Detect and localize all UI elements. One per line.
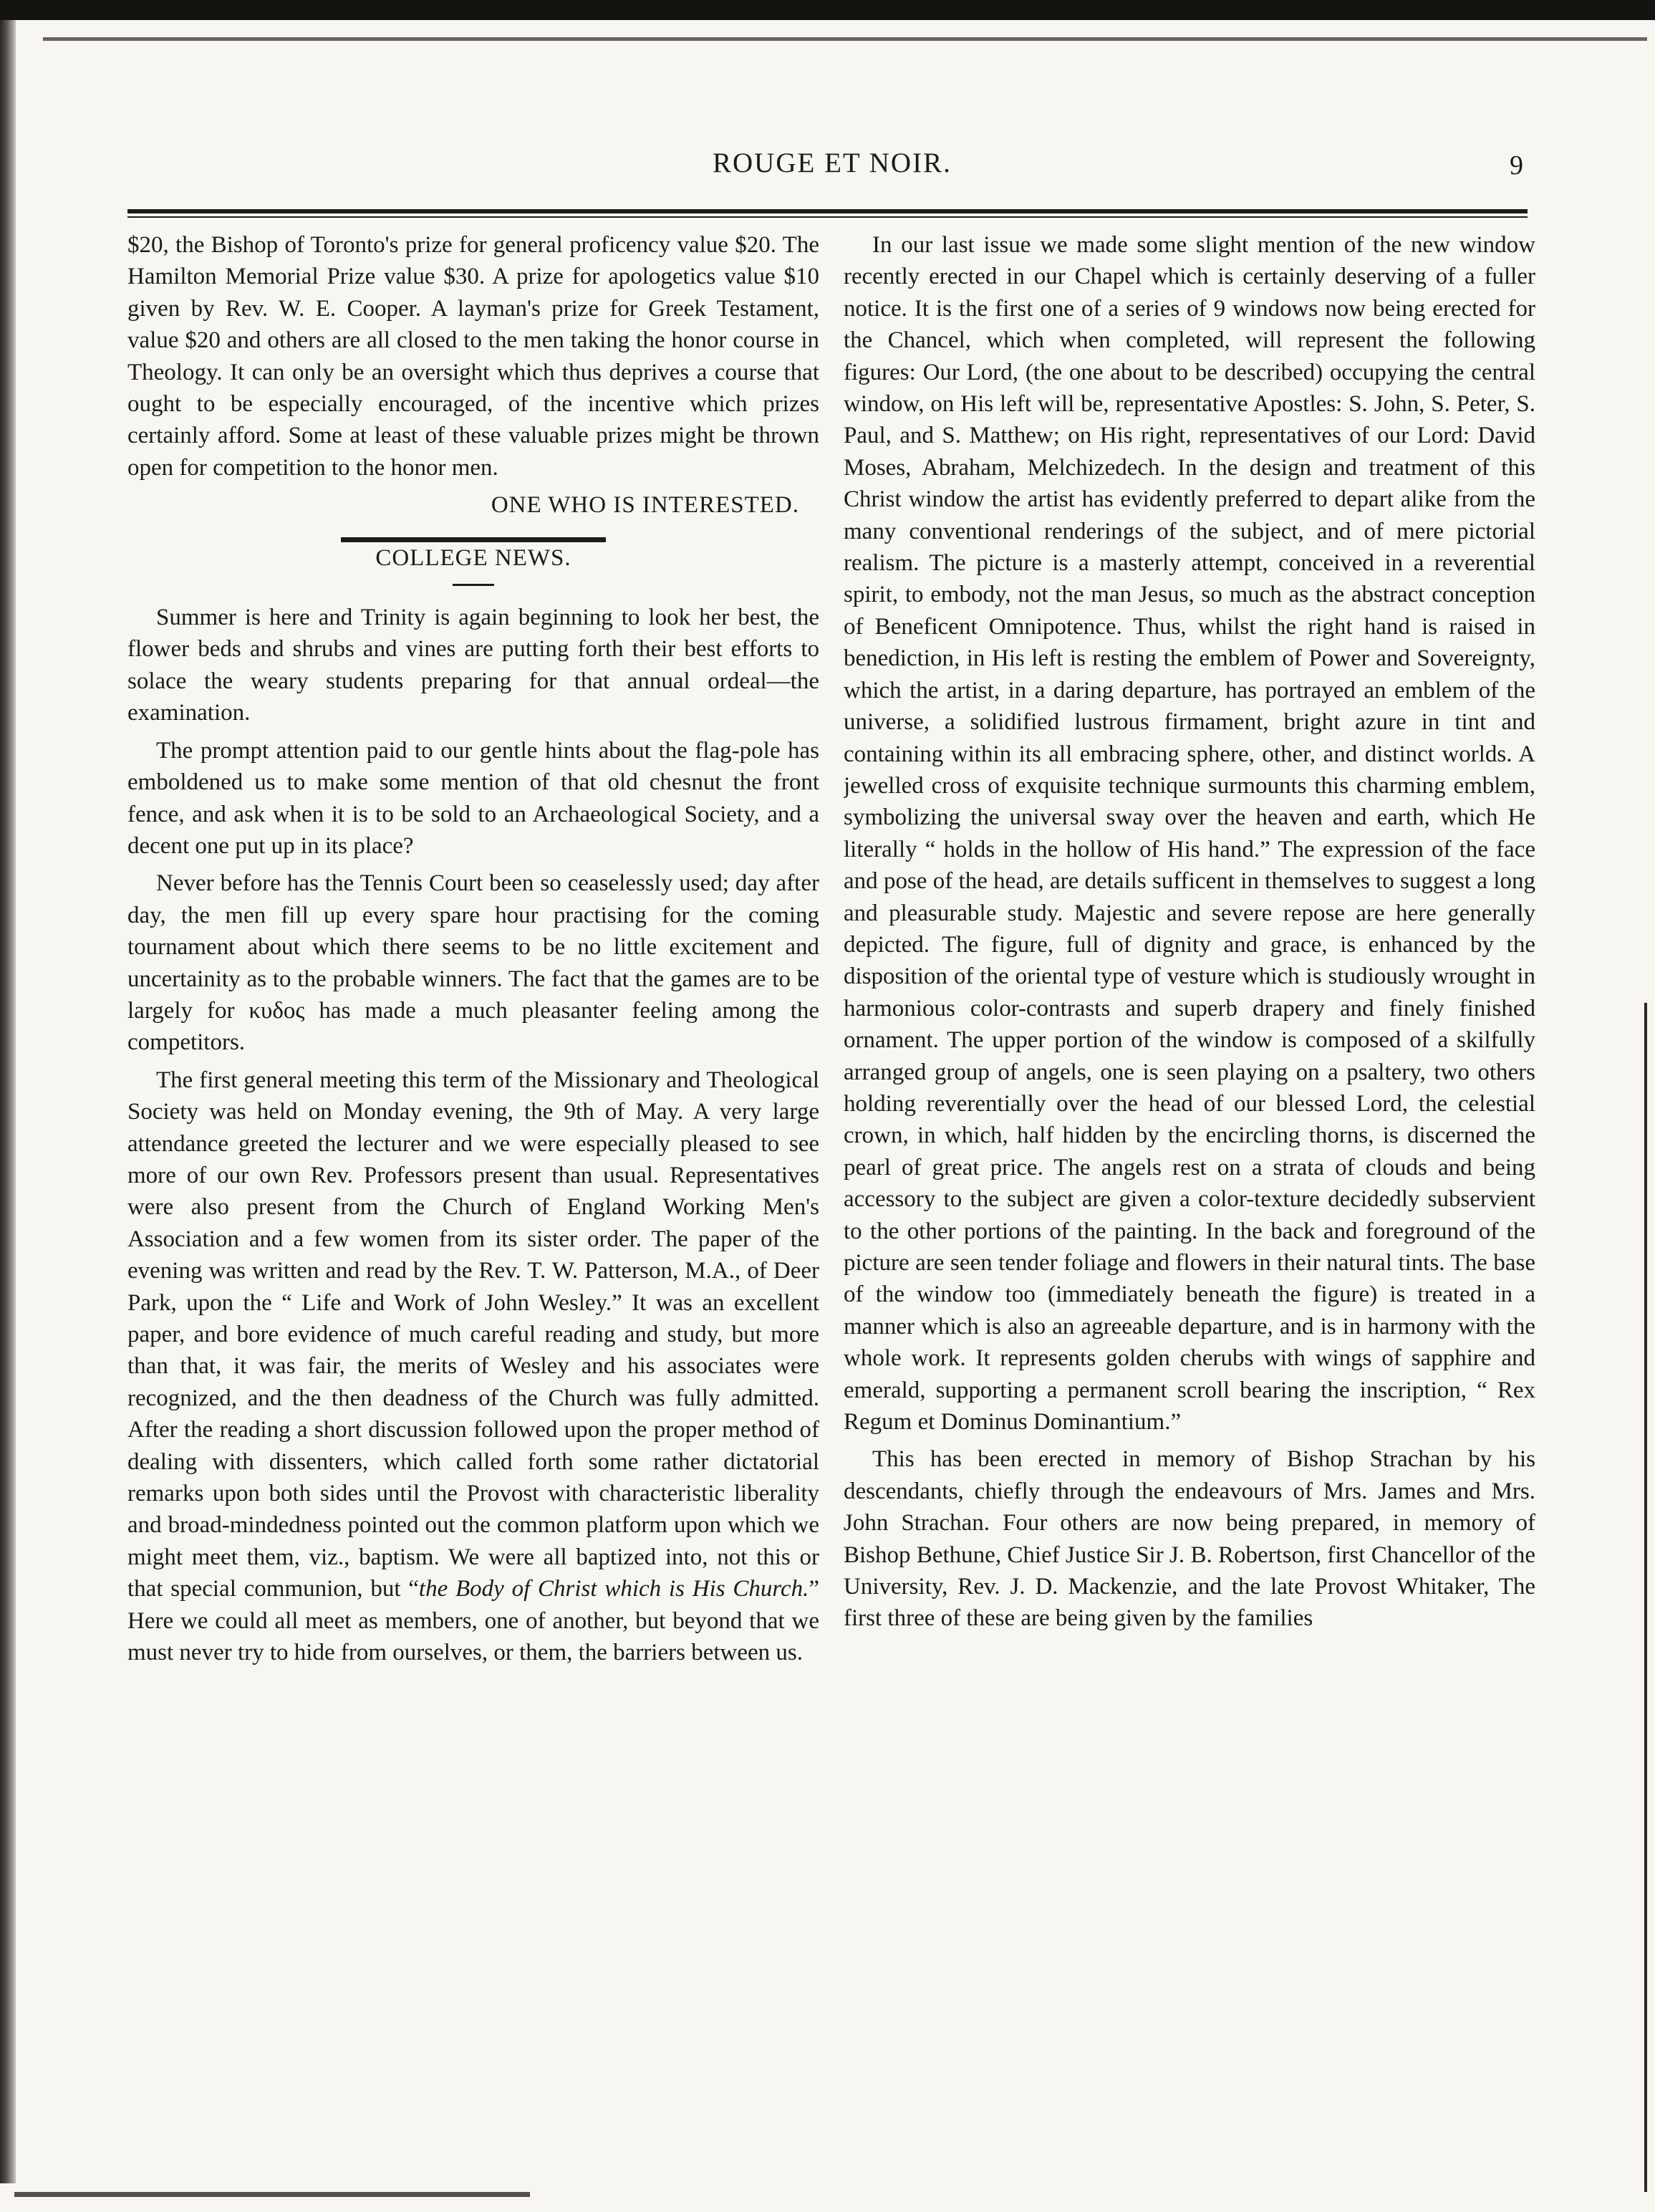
flag-pole-paragraph: The prompt attention paid to our gentle hints about the flag-pole has emboldened us to make some mention of that old chesnut the front fence, and ask when it is to be sold to an Archaeological Society, and a decent one put up in its place?: [127, 737, 819, 859]
running-title: ROUGE ET NOIR.: [713, 148, 952, 178]
heading-rule: [453, 584, 494, 586]
prize-paragraph: $20, the Bishop of Toronto's prize for general proficency value $20. The Hamilton Memorial Prize value $30. A prize for apologetics value $10 given by Rev. W. E. Cooper. A layman's prize for Greek Testament, value $20 and others are all closed to the men taking the honor course in Theology. It can only be an oversight which thus deprives a course that ought to be especially encouraged, of the incentive which prizes certainly afford. Some at least of these valuable prizes might be thrown open for competition to the honor men.: [127, 232, 819, 481]
letter-signature: ONE WHO IS INTERESTED.: [491, 492, 799, 519]
meeting-text-italic: the Body of Christ which is His Church.: [418, 1576, 809, 1602]
tennis-paragraph: Never before has the Tennis Court been so ceaselessly used; day after day, the men fill up every spare hour practising for the coming tournament about which there seems to be no little excitement and uncertainity as to the probable winners. The fact that the games are to be largely for κυδος has made a much pleasanter feeling among the competitors.: [127, 870, 819, 1056]
meeting-text-b: ” Here we could all meet as members, one of another, but beyond that we must never try to hide from ourselves, or them, the barriers between us.: [127, 1576, 819, 1666]
window-paragraph: In our last issue we made some slight mention of the new window recently erected in our Chapel which is certainly deserving of a fuller notice. It is the first one of a series of 9 windows now being erected for the Chancel, which when completed, will represent the following figures: Our Lord, (the one about to be described) occupying the central window, on His left will be, representative Apostles: S. John, S. Peter, S. Paul, and S. Matthew; on His right, representatives of our Lord: David Moses, Abraham, Melchizedech. In the design and treatment of this Christ window the artist has evidently preferred to depart alike from the many conventional renderings of the subject, and of mere pictorial realism. The picture is a masterly attempt, conceived in a reverential spirit, to embody, not the man Jesus, so much as the abstract conception of Beneficent Omnipotence. Thus, whilst the right hand is raised in benediction, in His left is resting the emblem of Power and Sovereignty, which the artist, in a daring departure, has portrayed an emblem of the universe, a solidified lustrous firmament, bright azure in tint and containing within its all embracing sphere, other, and distinct worlds. A jewelled cross of exquisite technique surmounts this charming emblem, symbolizing the universal sway over the heaven and earth, which He literally “ holds in the hollow of His hand.” The expression of the face and pose of the head, are details sufficent in themselves to suggest a long and pleasurable study. Majestic and severe repose are here generally depicted. The figure, full of dignity and grace, is enhanced by the disposition of the oriental type of vesture which is studiously wrought in harmonious color-contrasts and superb drapery and finely finished ornament. The upper portion of the window is composed of a skilfully arranged group of angels, one is seen playing on a psaltery, two others holding reverentially over the head of our blessed Lord, the celestial crown, in which, half hidden by the encircling thorns, is discerned the pearl of great price. The angels rest on a strata of clouds and being accessory to the subject are given a color-texture decidedly subservient to the other portions of the painting. In the back and foreground of the picture are seen tender foliage and flowers in their natural tints. The base of the window too (immediately beneath the figure) is treated in a manner which is also an agreeable departure, and is in harmony with the whole work. It represents golden cherubs with wings of sapphire and emerald, supporting a permanent scroll bearing the inscription, “ Rex Regum et Dominus Dominantium.”: [844, 232, 1535, 1436]
page-number: 9: [1510, 150, 1523, 181]
scan-rule-top: [43, 37, 1647, 41]
scan-border-top: [0, 0, 1655, 20]
meeting-paragraph: [127, 1064, 819, 1669]
scan-border-right: [1644, 1003, 1647, 2192]
summer-paragraph: Summer is here and Trinity is again beginning to look her best, the flower beds and shrubs and vines are putting forth their best efforts to solace the weary students preparing for that annual ordeal—the examination.: [127, 605, 819, 726]
scan-border-bottom: [14, 2192, 530, 2197]
meeting-text-a: The first general meeting this term of the Missionary and Theological Society was held on Monday evening, the 9th of May. A very large attendance greeted the lecturer and we were especially pleased to see more of our own Rev. Professors present than usual. Representatives were also present from the Church of England Working Men's Association and a few women from its sister order. The paper of the evening was written and read by the Rev. T. W. Patterson, M.A., of Deer Park, upon the “ Life and Work of John Wesley.” It was an excellent paper, and bore evidence of much careful reading and study, but more than that, it was fair, the merits of Wesley and his associates were recognized, and the then deadness of the Church was fully admitted. After the reading a short discussion followed upon the proper method of dealing with dissenters, which called forth some rather dictatorial remarks upon both sides until the Provost with characteristic liberality and broad-mindedness pointed out the common platform upon which we might meet them, viz., baptism. We were all baptized into, not this or that special communion, but “: [127, 1067, 819, 1602]
header-rule: [127, 209, 1528, 213]
scan-border-left: [0, 20, 16, 2183]
running-head: [0, 147, 1655, 190]
left-column: [127, 229, 819, 2170]
section-divider: [341, 537, 606, 542]
section-heading: COLLEGE NEWS.: [375, 544, 571, 571]
header-rule-thin: [127, 216, 1528, 218]
memorial-paragraph: This has been erected in memory of Bishop Strachan by his descendants, chiefly through the endeavours of Mrs. James and Mrs. John Strachan. Four others are now being prepared, in memory of Bishop Bethune, Chief Justice Sir J. B. Robertson, first Chancellor of the University, Rev. J. D. Mackenzie, and the late Provost Whitaker, The first three of these are being given by the families: [844, 1446, 1535, 1632]
right-column: [844, 229, 1535, 2170]
